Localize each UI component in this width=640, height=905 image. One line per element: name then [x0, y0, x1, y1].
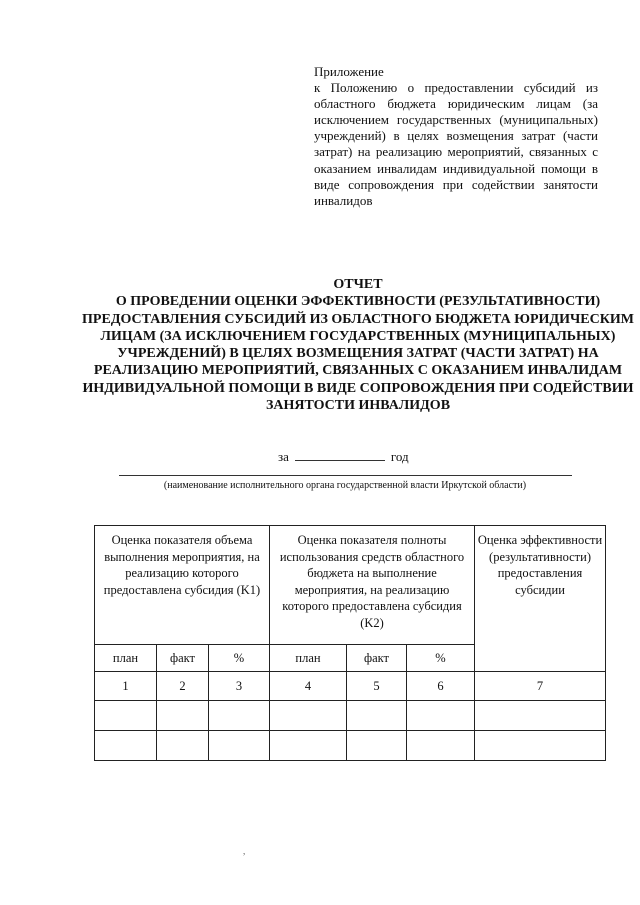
- authority-blank-line: [119, 475, 572, 476]
- table-cell: [209, 731, 270, 761]
- period-prefix: за: [278, 449, 289, 464]
- table-cell: [475, 701, 606, 731]
- subheader-cell: план: [95, 645, 157, 672]
- report-period: [278, 449, 409, 465]
- table-cell: [157, 701, 209, 731]
- table-cell: [407, 701, 475, 731]
- table-cell: [407, 731, 475, 761]
- authority-caption: (наименование исполнительного органа государственной власти Иркутской области): [163, 480, 527, 491]
- table-cell: [347, 701, 407, 731]
- period-suffix: год: [390, 449, 409, 464]
- table-number-row: [95, 672, 606, 701]
- header-efficiency: Оценка эффективности (результативности) предоставления субсидии: [475, 526, 606, 672]
- table-cell: [347, 731, 407, 761]
- column-number: 1: [95, 672, 157, 701]
- report-title: ОТЧЕТ: [333, 277, 383, 292]
- column-number: 3: [209, 672, 270, 701]
- subheader-cell: факт: [157, 645, 209, 672]
- table-row: [95, 731, 606, 761]
- table-cell: [209, 701, 270, 731]
- header-k1: Оценка показателя объема выполнения мероприятия, на реализацию которого предоставлена субсидия (K1): [95, 526, 270, 645]
- scan-mark: ,: [243, 846, 246, 856]
- table-cell: [270, 701, 347, 731]
- table-cell: [95, 701, 157, 731]
- column-number: 4: [270, 672, 347, 701]
- table-header-row: [95, 526, 606, 645]
- annex-title: Приложение: [314, 64, 384, 79]
- period-blank-line: [295, 449, 385, 461]
- annex-block: [314, 64, 598, 209]
- report-subtitle: О ПРОВЕДЕНИИ ОЦЕНКИ ЭФФЕКТИВНОСТИ (РЕЗУЛЬТАТИВНОСТИ) ПРЕДОСТАВЛЕНИЯ СУБСИДИЙ ИЗ ОБЛАСТНОГО БЮДЖЕТА ЮРИДИЧЕСКИМ ЛИЦАМ (ЗА ИСКЛЮЧЕНИЕМ ГОСУДАРСТВЕННЫХ (МУНИЦИПАЛЬНЫХ) УЧРЕЖДЕНИЙ) В ЦЕЛЯХ ВОЗМЕЩЕНИЯ ЗАТРАТ (ЧАСТИ ЗАТРАТ) НА РЕАЛИЗАЦИЮ МЕРОПРИЯТИЙ, СВЯЗАННЫХ С ОКАЗАНИЕМ ИНВАЛИДАМ ИНДИВИДУАЛЬНОЙ ПОМОЩИ В ВИДЕ СОПРОВОЖДЕНИЯ ПРИ СОДЕЙСТВИИ ЗАНЯТОСТИ ИНВАЛИДОВ: [82, 294, 634, 414]
- column-number: 7: [475, 672, 606, 701]
- subheader-cell: %: [209, 645, 270, 672]
- column-number: 5: [347, 672, 407, 701]
- subheader-cell: %: [407, 645, 475, 672]
- header-k2: Оценка показателя полноты использования средств областного бюджета на выполнение мероприятия, на реализацию которого предоставлена субсидия (K2): [270, 526, 475, 645]
- annex-body: к Положению о предоставлении субсидий из областного бюджета юридическим лицам (за исключением государственных (муниципальных) учреждений) в целях возмещения затрат (части затрат) на реализацию мероприятий, связанных с оказанием инвалидам индивидуальной помощи в виде сопровождения при содействии занятости инвалидов: [314, 80, 598, 208]
- report-heading: [80, 276, 636, 414]
- report-table: [94, 525, 606, 761]
- column-number: 6: [407, 672, 475, 701]
- subheader-cell: факт: [347, 645, 407, 672]
- subheader-cell: план: [270, 645, 347, 672]
- table-cell: [95, 731, 157, 761]
- table-cell: [157, 731, 209, 761]
- table-row: [95, 701, 606, 731]
- table-cell: [270, 731, 347, 761]
- column-number: 2: [157, 672, 209, 701]
- table-cell: [475, 731, 606, 761]
